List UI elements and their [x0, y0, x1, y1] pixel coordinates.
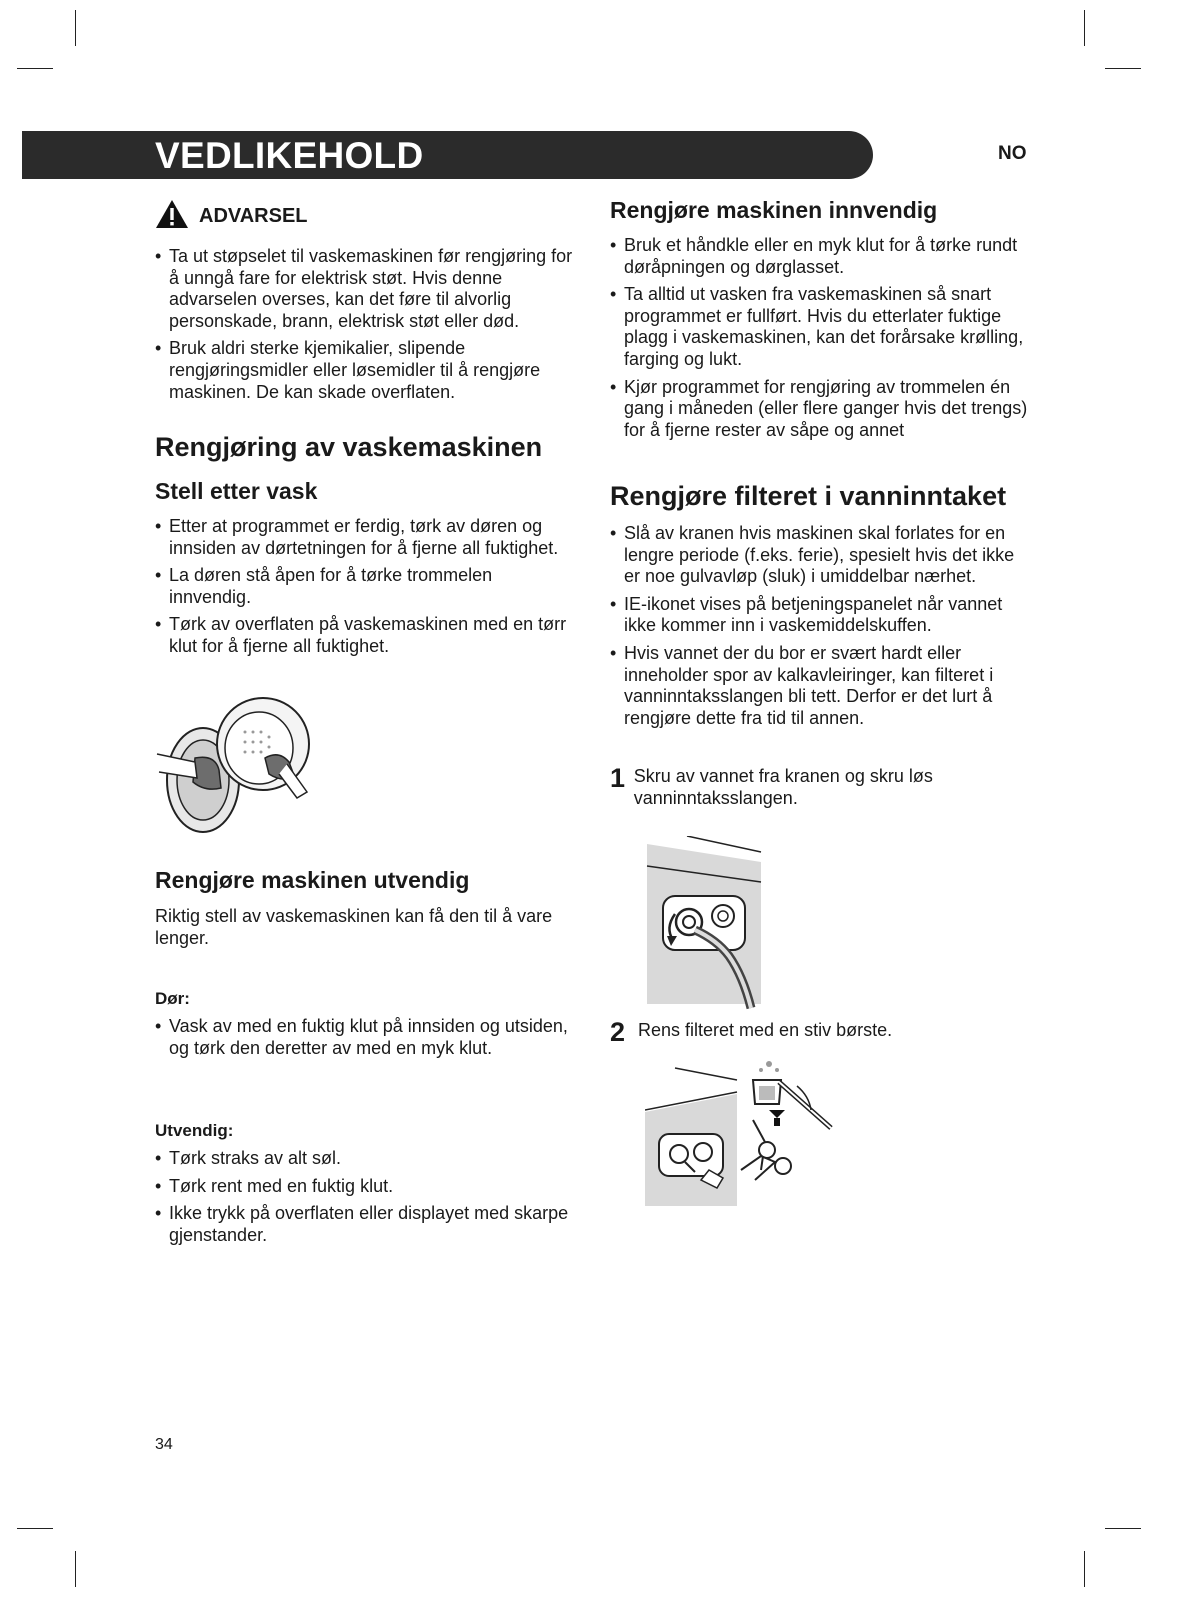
page-title: VEDLIKEHOLD	[155, 135, 424, 176]
section-title-cleaning: Rengjøring av vaskemaskinen	[155, 432, 543, 462]
subsection-title-care: Stell etter vask	[155, 478, 318, 504]
list-item: • Kjør programmet for rengjøring av trommelen én gang i måneden (eller flere ganger hvis det trengs) for å fjerne rester av såpe og annet	[610, 377, 1030, 442]
header-bar	[22, 131, 873, 179]
left-column	[155, 199, 575, 409]
step-number: 2	[610, 1017, 626, 1047]
list-item: • Ta ut støpselet til vaskemaskinen før rengjøring for å unngå fare for elektrisk støt. Hvis denne advarselen overses, kan det føre til alvorlig personskade, brann, elektrisk støt eller død.	[155, 246, 575, 332]
washer-door-illustration	[155, 692, 320, 842]
crop-mark	[1105, 68, 1141, 69]
warning-header	[155, 199, 575, 234]
step-text: Skru av vannet fra kranen og skru løs vanninntaksslangen.	[633, 766, 933, 808]
step-1	[610, 763, 1030, 809]
filter-brush-illustration	[645, 1060, 850, 1215]
crop-mark	[1084, 1551, 1085, 1587]
warning-title: ADVARSEL	[199, 205, 308, 227]
list-item: • Bruk et håndkle eller en myk klut for å tørke rundt døråpningen og dørglasset.	[610, 235, 1030, 278]
crop-mark	[75, 10, 76, 46]
warning-icon	[155, 199, 189, 234]
list-item: • Slå av kranen hvis maskinen skal forlates for en lengre periode (f.eks. ferie), spesielt hvis det ikke er noe gulvavløp (sluk) i umiddelbar nærhet.	[610, 523, 1030, 588]
list-item: • Vask av med en fuktig klut på innsiden og utsiden, og tørk den deretter av med en myk klut.	[155, 1016, 575, 1059]
interior-list	[610, 235, 1030, 447]
outside-label: Utvendig:	[155, 1121, 234, 1140]
list-item: • Ta alltid ut vasken fra vaskemaskinen så snart programmet er fullført. Hvis du etterlater fuktige plagg i vaskemaskinen, kan det forårsake krølling, farging og lukt.	[610, 284, 1030, 370]
outside-list	[155, 1148, 575, 1252]
list-item: • Tørk straks av alt søl.	[155, 1148, 575, 1170]
door-label: Dør:	[155, 989, 190, 1008]
hose-unscrew-illustration	[643, 836, 773, 1016]
crop-mark	[75, 1551, 76, 1587]
door-list	[155, 1016, 575, 1065]
filter-list	[610, 523, 1030, 735]
crop-mark	[17, 1528, 53, 1529]
step-text: Rens filteret med en stiv børste.	[638, 1020, 893, 1040]
subsection-title-interior: Rengjøre maskinen innvendig	[610, 197, 938, 223]
warning-list	[155, 246, 575, 403]
list-item: • Hvis vannet der du bor er svært hardt eller inneholder spor av kalkavleiringer, kan filteret i vanninntaksslangen bli tett. Derfor er det lurt å rengjøre dette fra tid til annen.	[610, 643, 1030, 729]
care-list	[155, 516, 575, 664]
page-number: 34	[155, 1436, 173, 1453]
step-number: 1	[610, 763, 626, 793]
section-title-filter: Rengjøre filteret i vanninntaket	[610, 481, 1007, 511]
exterior-intro: Riktig stell av vaskemaskinen kan få den til å vare lenger.	[155, 906, 553, 948]
crop-mark	[17, 68, 53, 69]
list-item: • Ikke trykk på overflaten eller displayet med skarpe gjenstander.	[155, 1203, 575, 1246]
crop-mark	[1084, 10, 1085, 46]
language-code: NO	[998, 143, 1027, 164]
list-item: • La døren stå åpen for å tørke trommelen innvendig.	[155, 565, 575, 608]
crop-mark	[1105, 1528, 1141, 1529]
subsection-title-exterior: Rengjøre maskinen utvendig	[155, 867, 470, 893]
step-2	[610, 1017, 1030, 1047]
list-item: • IE-ikonet vises på betjeningspanelet når vannet ikke kommer inn i vaskemiddelskuffen.	[610, 594, 1030, 637]
list-item: • Bruk aldri sterke kjemikalier, slipende rengjøringsmidler eller løsemidler til å rengjøre maskinen. De kan skade overflaten.	[155, 338, 575, 403]
list-item: • Tørk rent med en fuktig klut.	[155, 1176, 575, 1198]
list-item: • Tørk av overflaten på vaskemaskinen med en tørr klut for å fjerne all fuktighet.	[155, 614, 575, 657]
list-item: • Etter at programmet er ferdig, tørk av døren og innsiden av dørtetningen for å fjerne all fuktighet.	[155, 516, 575, 559]
